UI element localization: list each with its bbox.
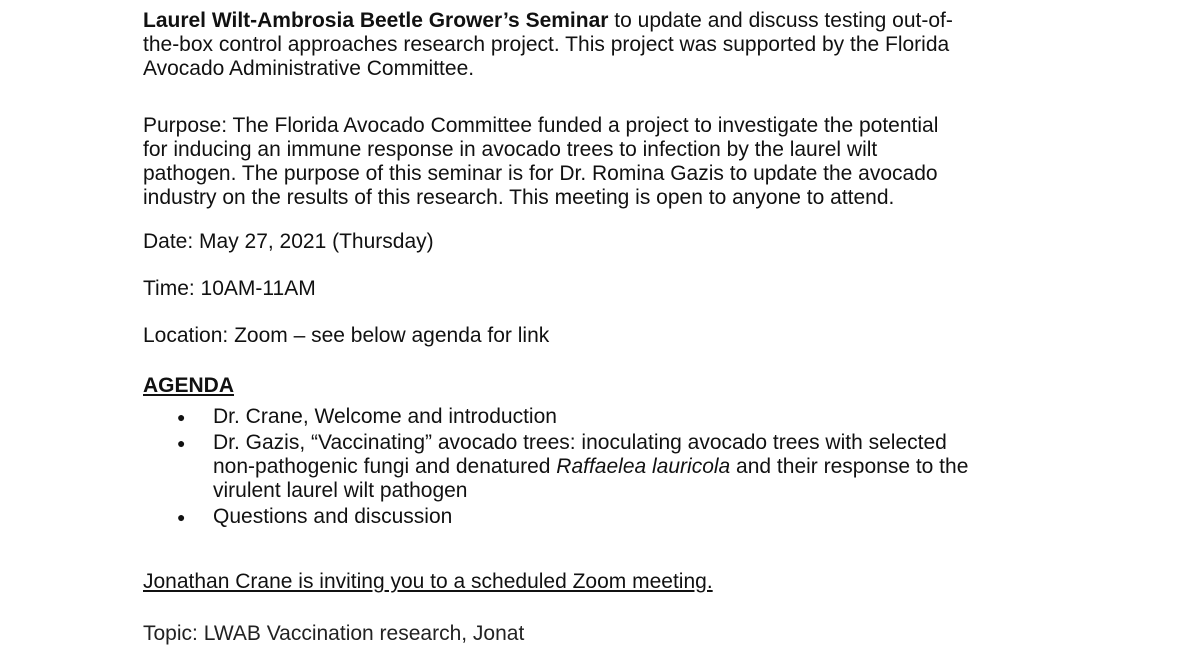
- intro-paragraph: [143, 9, 1073, 81]
- bullet-icon: ●: [177, 409, 186, 425]
- intro-line-3: Avocado Administrative Committee.: [143, 57, 475, 80]
- agenda-item-vaccinating: [143, 431, 1073, 503]
- purpose-line-2: for inducing an immune response in avocado trees to infection by the laurel wilt: [143, 138, 878, 161]
- purpose-line-1: Purpose: The Florida Avocado Committee funded a project to investigate the potential: [143, 114, 939, 137]
- agenda-item-questions-text: Questions and discussion: [213, 505, 453, 528]
- agenda-item-vaccinating-line-2-pre: non-pathogenic fungi and denatured: [213, 455, 557, 478]
- purpose-line-3: pathogen. The purpose of this seminar is for Dr. Romina Gazis to update the avocado: [143, 162, 938, 185]
- agenda-list: [143, 405, 1073, 531]
- seminar-title: Laurel Wilt-Ambrosia Beetle Grower’s Seminar: [143, 9, 609, 32]
- purpose-line-4: industry on the results of this research. This meeting is open to anyone to attend.: [143, 186, 895, 209]
- bullet-icon: ●: [177, 435, 186, 451]
- bullet-icon: ●: [177, 509, 186, 525]
- time-line: Time: 10AM-11AM: [143, 277, 316, 300]
- agenda-item-vaccinating-line-2-post: and their response to the: [730, 455, 969, 478]
- purpose-paragraph: [143, 114, 1073, 210]
- agenda-item-vaccinating-line-1: Dr. Gazis, “Vaccinating” avocado trees: inoculating avocado trees with selected: [213, 431, 947, 454]
- zoom-invite-line: Jonathan Crane is inviting you to a scheduled Zoom meeting.: [143, 570, 713, 593]
- agenda-item-vaccinating-line-3: virulent laurel wilt pathogen: [213, 479, 468, 502]
- date-line: Date: May 27, 2021 (Thursday): [143, 230, 434, 253]
- agenda-item-questions: [143, 505, 1073, 529]
- agenda-item-welcome-text: Dr. Crane, Welcome and introduction: [213, 405, 557, 428]
- agenda-item-welcome: [143, 405, 1073, 429]
- document-page: [143, 0, 1073, 645]
- species-name: Raffaelea lauricola: [556, 455, 731, 478]
- intro-line-2: the-box control approaches research project. This project was supported by the Florida: [143, 33, 950, 56]
- agenda-heading: AGENDA: [143, 374, 235, 397]
- topic-line-cutoff: Topic: LWAB Vaccination research, Jonat: [143, 622, 525, 645]
- location-line: Location: Zoom – see below agenda for link: [143, 324, 550, 347]
- intro-line-1-rest: to update and discuss testing out-of-: [608, 9, 953, 32]
- agenda-item-vaccinating-line-2: [213, 455, 1073, 479]
- intro-line-1: [143, 9, 1073, 33]
